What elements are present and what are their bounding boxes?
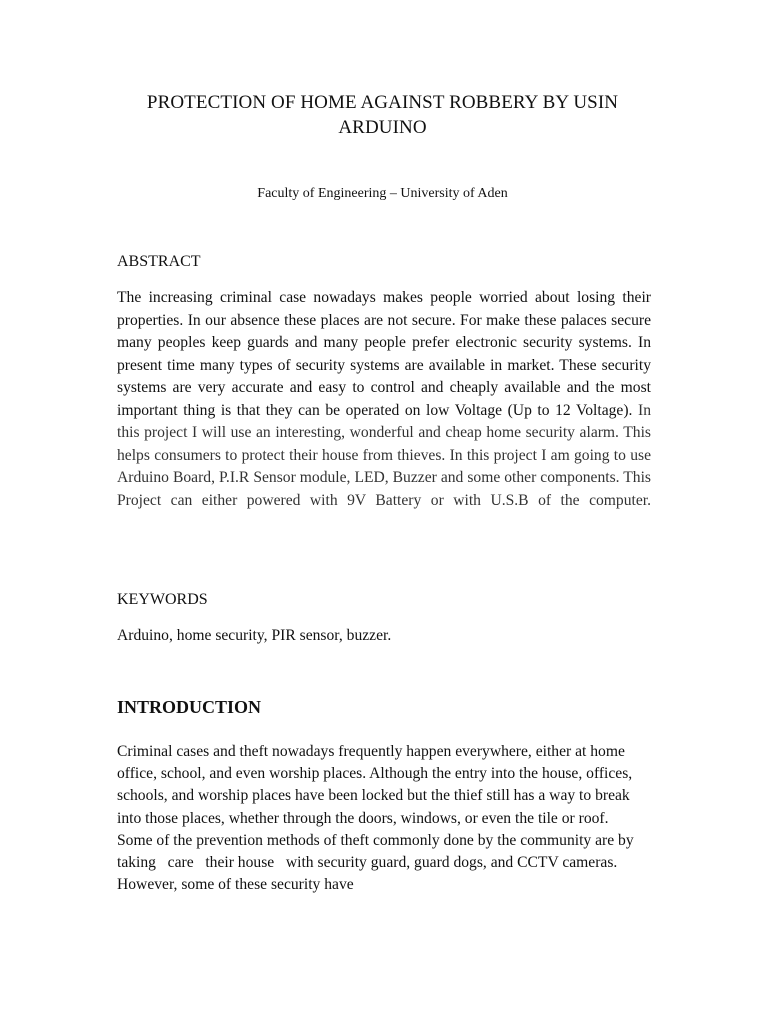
abstract-heading: ABSTRACT xyxy=(117,253,201,270)
introduction-body xyxy=(117,741,651,896)
introduction-heading: INTRODUCTION xyxy=(117,697,262,717)
paper-title: PROTECTION OF HOME AGAINST ROBBERY BY USIN ARDUINO xyxy=(146,92,619,138)
abstract-text-part1: The increasing criminal case nowadays makes people worried about losing their properties. xyxy=(117,289,651,329)
keywords-heading: KEYWORDS xyxy=(117,591,208,608)
abstract-text xyxy=(117,287,651,512)
abstract-text-part2: In our absence these places are not secure. For make these palaces secure many peoples keep guards and many people prefer electronic security systems. In present time many types of security systems are available in market. These security systems are very accurate and easy to control and cheaply available and the most important thing is that they can be operated on low Voltage (Up to 12 Voltage). xyxy=(117,311,651,419)
affiliation: Faculty of Engineering – University of Aden xyxy=(257,186,508,201)
keywords-text: Arduino, home security, PIR sensor, buzzer. xyxy=(117,627,392,644)
introduction-paragraph-1: Criminal cases and theft nowadays frequently happen everywhere, either at home office, school, and even worship places. Although the entry into the house, offices, schools, and worship places have been locked but the thief still has a way to break into those places, whether through the doors, windows, or even the tile or roof. xyxy=(117,743,633,827)
introduction-paragraph-2: Some of the prevention methods of theft commonly done by the community are by taking care their house with security guard, guard dogs, and CCTV cameras. However, some of these security have xyxy=(117,831,638,894)
abstract-text-part3: In this project I will use an interesting, wonderful and cheap home security alarm. This helps consumers to protect their house from thieves. In this project I am going to use Arduino Board, P.I.R Sensor module, LED, Buzzer and some other components. This Project can either powered with 9V Battery or with U.S.B of the computer. xyxy=(117,401,652,509)
